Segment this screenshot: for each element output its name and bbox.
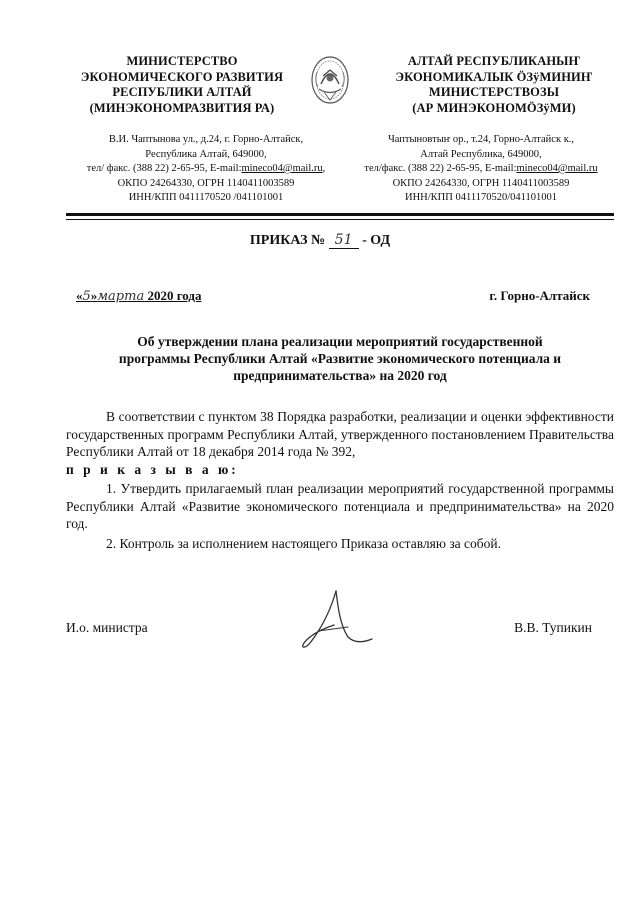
header-right-line: ЭКОНОМИКАЛЫК ÖЗÿМИНИҤ <box>395 69 593 84</box>
subject-line: предпринимательства» на 2020 год <box>233 368 447 383</box>
header-right-title <box>376 54 612 116</box>
header-left-address <box>60 133 352 206</box>
header-right-line: МИНИСТЕРСТВОЗЫ <box>428 85 560 99</box>
date-open-quote: « <box>76 288 83 303</box>
header-right-line: АЛТАЙ РЕСПУБЛИКАНЫҤ <box>407 54 581 68</box>
date-day: 5 <box>82 289 91 304</box>
order-number: 51 <box>329 232 359 249</box>
address-line: ИНН/КПП 0411170520/041101001 <box>405 192 557 203</box>
coat-of-arms-emblem-icon <box>309 54 351 106</box>
header-left-line: ЭКОНОМИЧЕСКОГО РАЗВИТИЯ <box>80 69 284 84</box>
header-left-line: МИНИСТЕРСТВО <box>126 54 238 68</box>
signatory-role: И.о. министра <box>66 620 148 635</box>
order-date <box>76 288 202 304</box>
city-name: г. Горно-Алтайск <box>489 288 590 303</box>
header-divider-thin <box>66 219 614 220</box>
header-right-address <box>336 133 626 206</box>
address-line: Республика Алтай, 649000, <box>145 148 267 160</box>
address-line: ИНН/КПП 0411170520 /041101001 <box>128 192 284 203</box>
handwritten-signature-icon <box>288 585 378 655</box>
phone-fax: тел/ факс. (388 22) 2-65-95, E-mail: <box>86 163 242 174</box>
header-divider-thick <box>66 213 614 216</box>
email-link[interactable]: mineco04@mail.ru <box>241 163 323 174</box>
address-line: Чаптыновтыҥ ор., т.24, Горно-Алтайск к., <box>387 134 575 145</box>
subject-line: программы Республики Алтай «Развитие экономического потенциала и <box>118 351 562 366</box>
order-title <box>0 232 640 249</box>
address-line: В.И. Чаптынова ул., д.24, г. Горно-Алтайск, <box>108 134 304 145</box>
phone-suffix: , <box>322 163 326 174</box>
signatory-name: В.В. Тупикин <box>514 620 592 635</box>
order-body <box>66 408 614 552</box>
header-right-line: (АР МИНЭКОНОМÖЗÿМИ) <box>412 100 576 115</box>
date-close-quote: » <box>90 288 98 303</box>
address-phone-line <box>336 162 626 177</box>
address-line: ОКПО 24264330, ОГРН 1140411003589 <box>117 177 295 189</box>
header-left-line: РЕСПУБЛИКИ АЛТАЙ <box>112 85 252 99</box>
order-prefix: ПРИКАЗ № <box>249 233 326 248</box>
date-month: марта <box>97 289 145 304</box>
body-item-2: 2. Контроль за исполнением настоящего Приказа оставляю за собой. <box>106 535 502 551</box>
body-prikazyvayu: п р и к а з ы в а ю: <box>66 461 239 477</box>
header-left-title <box>76 54 288 116</box>
address-line: Алтай Республика, 649000, <box>420 148 542 160</box>
phone-fax: тел/факс. (388 22) 2-65-95, E-mail: <box>364 163 517 174</box>
address-line: ОКПО 24264330, ОГРН 1140411003589 <box>392 177 570 189</box>
subject-line: Об утверждении плана реализации мероприятий государственной <box>137 334 543 349</box>
header-left-line: (МИНЭКОНОМРАЗВИТИЯ РА) <box>89 100 275 115</box>
order-suffix: - ОД <box>358 233 391 248</box>
address-phone-line <box>60 162 352 177</box>
email-link[interactable]: mineco04@mail.ru <box>516 163 598 174</box>
body-intro: В соответствии с пунктом 38 Порядка разработки, реализации и оценки эффективности государственных программ Республики Алтай, утвержденного постановлением Правительства Республики Алтай от 18 декабря 2014 года № 392, <box>66 409 614 459</box>
order-subject <box>70 333 610 384</box>
body-item-1: 1. Утвердить прилагаемый план реализации мероприятий государственной программы Республики Алтай «Развитие экономического потенциала и предпринимательства» на 2020 год. <box>66 481 614 531</box>
date-year: 2020 года <box>144 288 202 303</box>
